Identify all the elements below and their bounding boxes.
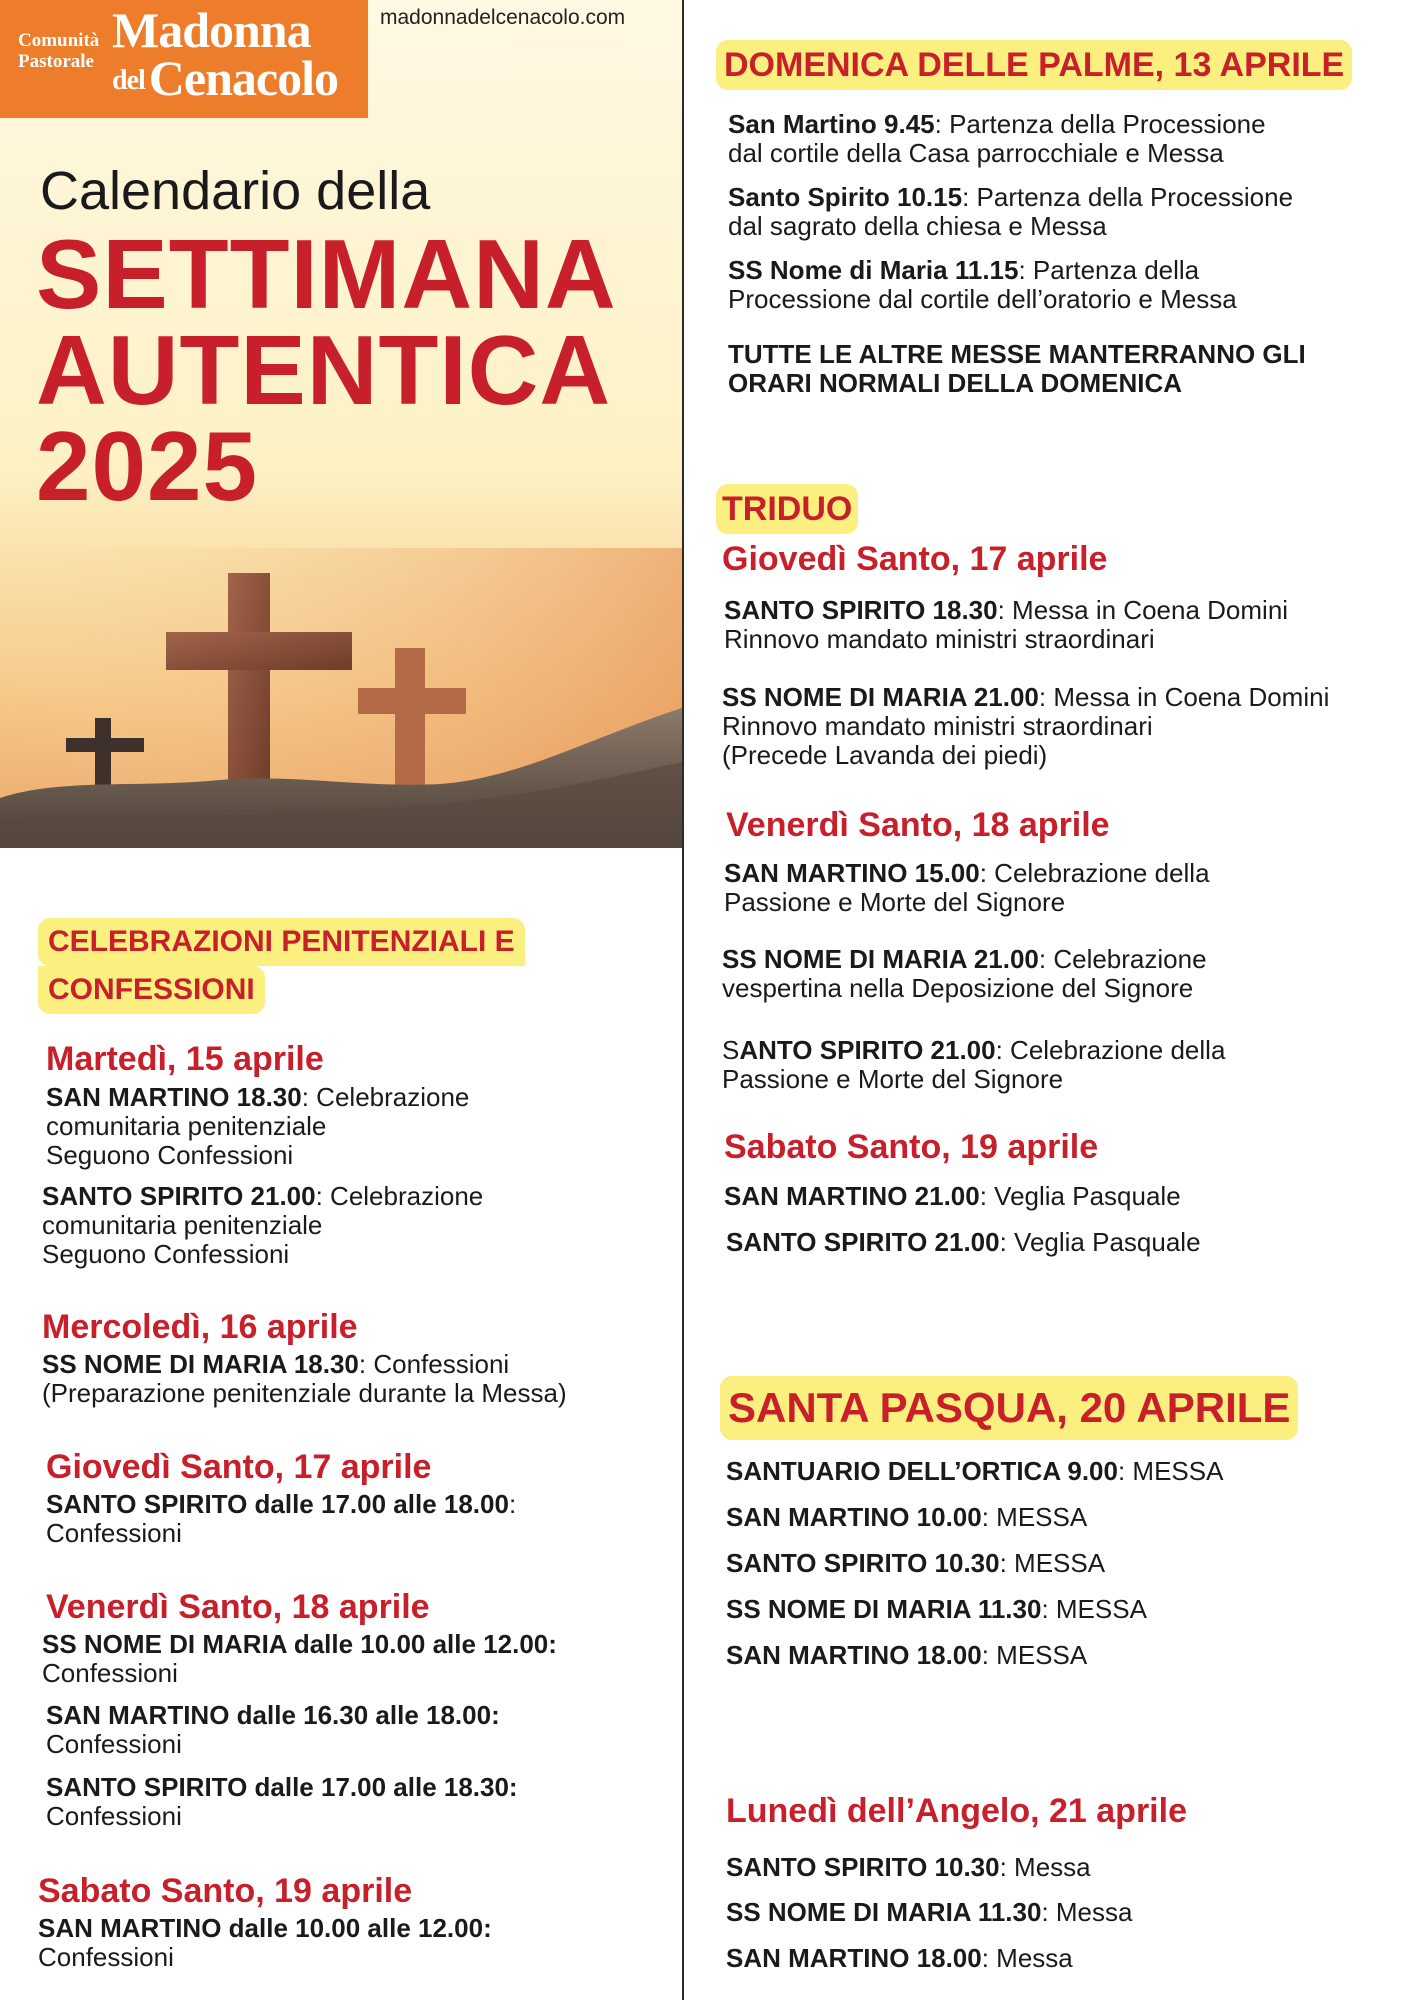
website-link[interactable]: madonnadelcenacolo.com xyxy=(380,6,626,29)
triduo-title: TRIDUO xyxy=(716,484,858,534)
entry-pasqua-3: SS NOME DI MARIA 11.30: MESSA xyxy=(726,1594,1147,1624)
day-title-giovedi: Giovedì Santo, 17 aprile xyxy=(46,1448,432,1486)
entry-angelo-2: SAN MARTINO 18.00: Messa xyxy=(726,1943,1073,1973)
left-column xyxy=(0,0,682,2000)
entry-pasqua-2: SANTO SPIRITO 10.30: MESSA xyxy=(726,1548,1106,1578)
entry-palme-ss-nome: SS Nome di Maria 11.15: Partenza della Processione dal cortile dell’oratorio e Messa xyxy=(728,255,1237,314)
entry-triduo-sabato-santo-spirito: SANTO SPIRITO 21.00: Veglia Pasquale xyxy=(726,1227,1201,1257)
entry-mercoledi-ss-nome: SS NOME DI MARIA 18.30: Confessioni (Preparazione penitenziale durante la Messa) xyxy=(42,1349,567,1408)
page-title: SETTIMANA AUTENTICA 2025 xyxy=(36,219,617,521)
entry-martedi-san-martino: SAN MARTINO 18.30: Celebrazione comunitaria penitenziale Seguono Confessioni xyxy=(46,1082,470,1170)
day-title-sabato: Sabato Santo, 19 aprile xyxy=(38,1872,413,1910)
entry-triduo-venerdi-ss-nome: SS NOME DI MARIA 21.00: Celebrazione vespertina nella Deposizione del Signore xyxy=(722,944,1207,1003)
logo xyxy=(0,0,368,118)
logo-name: Madonna delCenacolo xyxy=(112,2,338,106)
entry-triduo-giovedi-santo-spirito: SANTO SPIRITO 18.30: Messa in Coena Domini Rinnovo mandato ministri straordinari xyxy=(724,595,1289,654)
angelo-title: Lunedì dell’Angelo, 21 aprile xyxy=(726,1792,1187,1830)
calendar-subtitle: Calendario della xyxy=(40,161,431,221)
entry-triduo-venerdi-san-martino: SAN MARTINO 15.00: Celebrazione della Passione e Morte del Signore xyxy=(724,858,1210,917)
entry-triduo-giovedi-ss-nome: SS NOME DI MARIA 21.00: Messa in Coena Domini Rinnovo mandato ministri straordinari (Precede Lavanda dei piedi) xyxy=(722,682,1330,770)
confessions-section-title: CELEBRAZIONI PENITENZIALI E CONFESSIONI xyxy=(38,918,525,1014)
right-column xyxy=(700,0,1400,2000)
hero-panel xyxy=(0,0,682,848)
entry-pasqua-1: SAN MARTINO 10.00: MESSA xyxy=(726,1502,1088,1532)
entry-angelo-1: SS NOME DI MARIA 11.30: Messa xyxy=(726,1897,1133,1927)
entry-giovedi-santo-spirito: SANTO SPIRITO dalle 17.00 alle 18.00: Confessioni xyxy=(46,1489,517,1548)
triduo-venerdi-title: Venerdì Santo, 18 aprile xyxy=(726,806,1110,844)
palme-notice: TUTTE LE ALTRE MESSE MANTERRANNO GLI ORARI NORMALI DELLA DOMENICA xyxy=(728,339,1306,398)
entry-angelo-0: SANTO SPIRITO 10.30: Messa xyxy=(726,1852,1091,1882)
entry-palme-san-martino: San Martino 9.45: Partenza della Processione dal cortile della Casa parrocchiale e Messa xyxy=(728,109,1266,168)
palme-title: DOMENICA DELLE PALME, 13 APRILE xyxy=(716,40,1352,90)
entry-venerdi-ss-nome: SS NOME DI MARIA dalle 10.00 alle 12.00: Confessioni xyxy=(42,1629,557,1688)
crosses-illustration xyxy=(0,548,682,848)
day-title-venerdi: Venerdì Santo, 18 aprile xyxy=(46,1588,430,1626)
column-divider xyxy=(682,0,684,2000)
logo-community-label: Comunità Pastorale xyxy=(18,30,100,72)
entry-palme-santo-spirito: Santo Spirito 10.15: Partenza della Processione dal sagrato della chiesa e Messa xyxy=(728,182,1294,241)
day-title-martedi: Martedì, 15 aprile xyxy=(46,1040,324,1078)
triduo-giovedi-title: Giovedì Santo, 17 aprile xyxy=(722,540,1108,578)
entry-pasqua-4: SAN MARTINO 18.00: MESSA xyxy=(726,1640,1088,1670)
entry-triduo-venerdi-santo-spirito: SANTO SPIRITO 21.00: Celebrazione della Passione e Morte del Signore xyxy=(722,1035,1226,1094)
entry-pasqua-0: SANTUARIO DELL’ORTICA 9.00: MESSA xyxy=(726,1456,1224,1486)
entry-venerdi-san-martino: SAN MARTINO dalle 16.30 alle 18.00: Confessioni xyxy=(46,1700,500,1759)
day-title-mercoledi: Mercoledì, 16 aprile xyxy=(42,1308,358,1346)
cross-right-icon xyxy=(395,648,425,808)
cross-center-icon xyxy=(228,573,270,803)
pasqua-title: SANTA PASQUA, 20 APRILE xyxy=(720,1376,1298,1440)
entry-martedi-santo-spirito: SANTO SPIRITO 21.00: Celebrazione comunitaria penitenziale Seguono Confessioni xyxy=(42,1181,484,1269)
entry-sabato-san-martino: SAN MARTINO dalle 10.00 alle 12.00: Confessioni xyxy=(38,1913,492,1972)
triduo-sabato-title: Sabato Santo, 19 aprile xyxy=(724,1128,1099,1166)
entry-triduo-sabato-san-martino: SAN MARTINO 21.00: Veglia Pasquale xyxy=(724,1181,1181,1211)
entry-venerdi-santo-spirito: SANTO SPIRITO dalle 17.00 alle 18.30: Confessioni xyxy=(46,1772,518,1831)
